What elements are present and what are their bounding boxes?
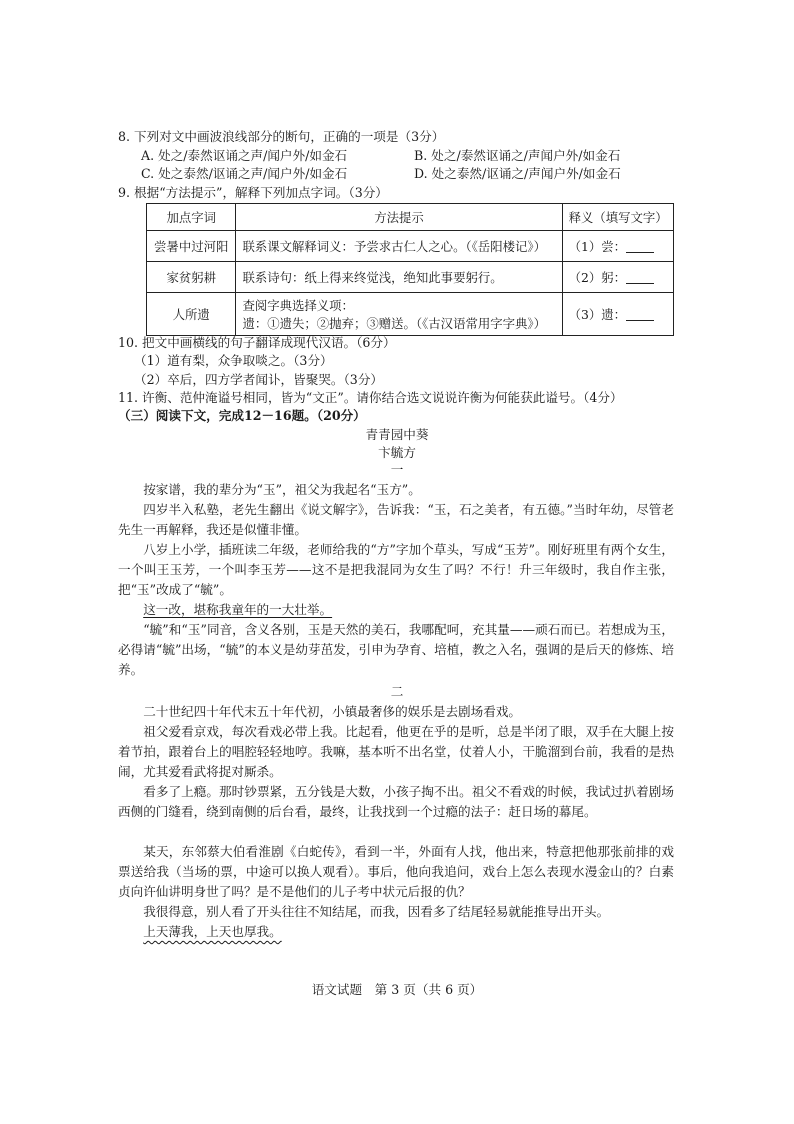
q8-option-a: A. 处之/泰然讴诵之声/闻户外/如金石	[141, 148, 348, 163]
paragraph: 二十世纪四十年代末五十年代初，小镇最奢侈的娱乐是去剧场看戏。	[143, 704, 521, 719]
answer-cell	[562, 231, 673, 262]
hint-line-1: 查阅字典选择义项：	[242, 298, 354, 313]
answer-blank[interactable]	[626, 310, 654, 321]
method-table-header	[147, 204, 674, 231]
answer-cell	[562, 262, 673, 293]
header-answer: 释义（填写文字）	[562, 204, 673, 231]
q10-stem: 10. 把文中画横线的句子翻译成现代汉语。（6分）	[118, 335, 396, 350]
wavy-sentence: 上天薄我，上天也厚我。	[143, 924, 282, 939]
paragraph: 祖父爱看京戏，每次看戏必带上我。比起看，他更在乎的是听，总是半闭了眼，双手在大腿上按着节拍，跟着台上的唱腔轻轻地哼。我嘛，基本听不出名堂，仗着人小，干脆溜到台前，我看的是热闹，尤其爱看武将捉对厮杀。	[118, 724, 674, 779]
paragraph: “毓”和“玉”同音，含义各别，玉是天然的美石，我哪配呵，充其量——顽石而已。若想成为玉，必得请“毓”出场，“毓”的本义是幼芽茁发，引申为孕育、培植，教之入名，强调的是后天的修炼、培养。	[118, 622, 674, 677]
paragraph	[118, 922, 674, 942]
page-footer: 语文试题 第 3 页（共 6 页）	[311, 982, 483, 997]
paragraph: 按家谱，我的辈分为“玉”，祖父为我起名“玉方”。	[143, 482, 421, 497]
article-author: 卞毓方	[378, 445, 416, 460]
hint-cell: 联系诗句：纸上得来终觉浅，绝知此事要躬行。	[236, 262, 562, 293]
header-word: 加点字词	[147, 204, 236, 231]
word-cell: 尝暑中过河阳	[147, 231, 236, 262]
answer-blank[interactable]	[626, 273, 654, 284]
header-hint: 方法提示	[236, 204, 562, 231]
section-title: （三）阅读下文，完成12－16题。（20分）	[118, 408, 366, 423]
paragraph: 四岁半入私塾，老先生翻出《说文解字》，告诉我：“玉，石之美者，有五德。”当时年幼，尽管老先生一再解释，我还是似懂非懂。	[118, 502, 674, 537]
q8-option-d: D. 处之泰然/讴诵之/声闻户外/如金石	[414, 166, 621, 181]
part-number: 一	[390, 462, 404, 477]
answer-label: （2）躬：	[568, 270, 627, 285]
paragraph	[118, 600, 674, 620]
answer-blank[interactable]	[626, 242, 654, 253]
q8-option-b: B. 处之/泰然讴诵之/声闻户外/如金石	[414, 148, 621, 163]
paragraph: 我很得意，别人看了开头往往不知结尾，而我，因看多了结尾轻易就能推导出开头。	[143, 904, 610, 919]
paragraph: 看多了上瘾。那时钞票紧，五分钱是大数，小孩子掏不出。祖父不看戏的时候，我试过扒着剧场西侧的门缝看，绕到南侧的后台看，最终，让我找到一个过瘾的法子：赶日场的幕尾。	[118, 784, 674, 819]
q11-stem: 11. 许衡、范仲淹谥号相同，皆为“文正”。请你结合选文说说许衡为何能获此谥号。（4分）	[118, 390, 623, 405]
answer-cell	[562, 293, 673, 336]
q9-stem: 9. 根据“方法提示”，解释下列加点字词。（3分）	[118, 185, 388, 200]
part-number: 二	[390, 684, 404, 699]
answer-label: （1）尝：	[568, 239, 627, 254]
paragraph: 八岁上小学，插班读二年级，老师给我的“方”字加个草头，写成“玉芳”。刚好班里有两个女生，一个叫王玉芳，一个叫李玉芳——这不是把我混同为女生了吗？不行！升三年级时，我自作主张，把“玉”改成了“毓”。	[118, 542, 674, 597]
q8-stem: 8. 下列对文中画波浪线部分的断句，正确的一项是（3分）	[118, 129, 445, 144]
q8-option-c: C. 处之泰然/讴诵之声/闻户外/如金石	[141, 166, 348, 181]
underlined-sentence: 这一改，堪称我童年的一大壮举。	[143, 602, 333, 617]
article-title: 青青园中葵	[365, 427, 429, 442]
paragraph: 某天，东邻蔡大伯看淮剧《白蛇传》，看到一半，外面有人找，他出来，特意把他那张前排的戏票送给我（当场的票，中途可以换人观看）。事后，他向我追问，戏台上怎么表现水漫金山的？白素贞向许仙讲明身世了吗？是不是他们的儿子考中状元后报的仇？	[118, 844, 674, 899]
answer-label: （3）遗：	[568, 307, 627, 322]
method-table-row	[147, 231, 674, 262]
q10-item-2: （2）卒后，四方学者闻讣，皆聚哭。（3分）	[134, 372, 384, 387]
hint-cell: 联系课文解释词义：予尝求古仁人之心。（《岳阳楼记》）	[236, 231, 562, 262]
method-table	[146, 203, 674, 336]
word-cell: 家贫躬耕	[147, 262, 236, 293]
method-table-row	[147, 262, 674, 293]
word-cell: 人所遗	[147, 293, 236, 336]
hint-cell	[236, 293, 562, 336]
q10-item-1: （1）道有梨，众争取啖之。（3分）	[134, 353, 333, 368]
hint-line-2: 遗：①遗失；②抛弃；③赠送。（《古汉语常用字字典》）	[242, 316, 546, 331]
method-table-row	[147, 293, 674, 336]
